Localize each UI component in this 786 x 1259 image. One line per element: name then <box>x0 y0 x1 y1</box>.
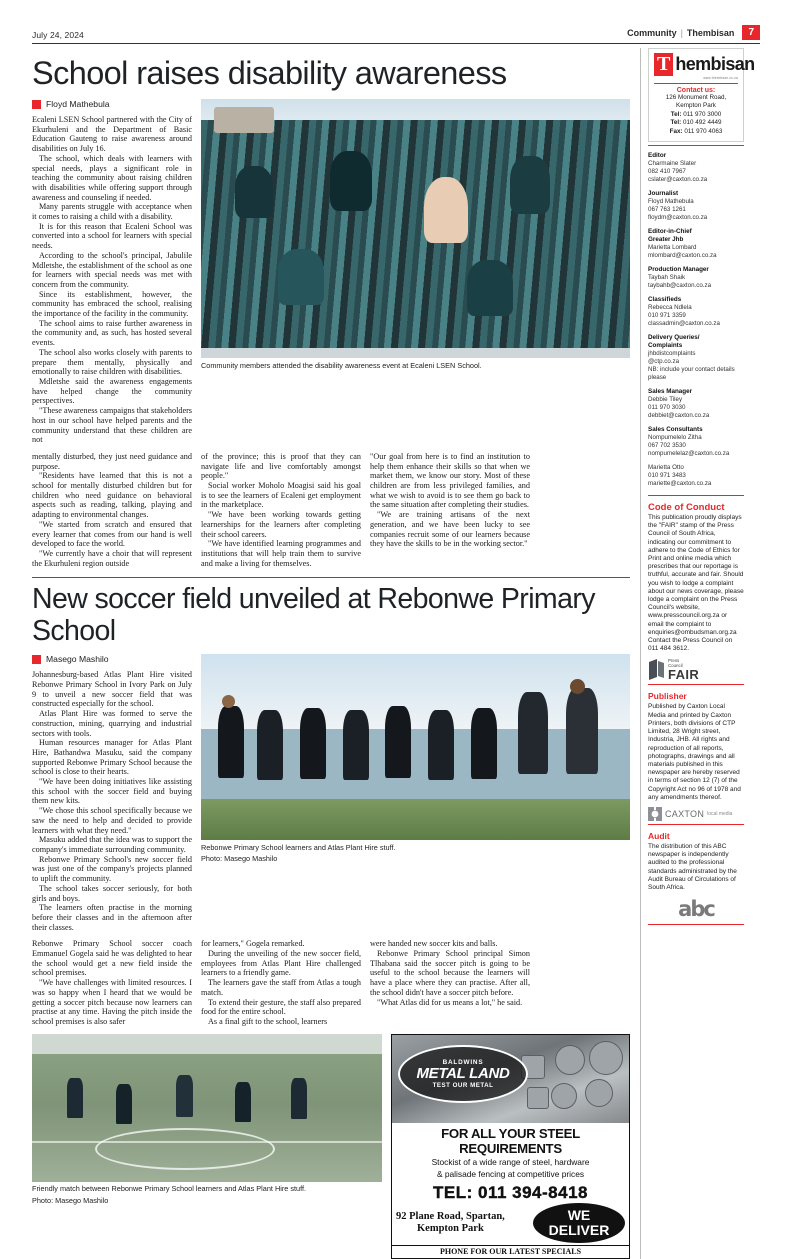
staff-entry-delivery-queries <box>648 334 744 382</box>
press-council-mark-svg <box>648 659 665 680</box>
code-of-conduct-body: This publication proudly displays the "FAIR" stamp of the Press Council of South Africa, indicating our commitment to adhere to the Code of Ethics for Print and online media which prescribes that our reportage is truthful, accurate and fair. Should you wish to lodge a complaint about our news coverage, please lodge a complaint on the Press Council's website, www.presscouncil.org.za or email the complaint to enquiries@ombudsman.org.za Contact the Press Council on 011 484 3612. <box>648 514 744 653</box>
ad-address-line2: Kempton Park <box>417 1222 484 1234</box>
abc-logo <box>648 897 744 921</box>
article2-para: The school takes soccer seriously, for both girls and boys. <box>32 883 192 903</box>
article1-para: "We started from scratch and ensured that every learner that comes from our hand is well developed to face the world. <box>32 519 192 549</box>
logo-rule <box>654 83 738 84</box>
staff-entry-classifieds <box>648 296 744 328</box>
staff-name: Taybah Shaik <box>648 274 686 282</box>
publisher-body: Published by Caxton Local Media and printed by Caxton Printers, both divisions of CTP Limited, 28 Wright street, Industria, JHB. All rights and reproduction of all reports, photographs, drawings and all materials published in this newspaper are hereby reserved in terms of section 12 (7) of the Copyright Act no 96 of 1978 and any amendments thereof. <box>648 703 741 801</box>
staff-role: Production Manager <box>648 266 709 274</box>
article2-lower-columns <box>32 939 630 1026</box>
staff-name: Floyd Mathebula <box>648 198 694 206</box>
article2-para: To extend their gesture, the staff also prepared food for the entire school. <box>201 997 361 1017</box>
contact-fax-value: 011 970 4063 <box>684 127 723 135</box>
staff-role: Journalist <box>648 190 679 198</box>
sidebar-rule-5 <box>648 924 744 925</box>
staff-email[interactable]: classadmin@caxton.co.za <box>648 320 720 328</box>
article2-column-2 <box>32 939 192 1026</box>
staff-email[interactable]: mariette@caxton.co.za <box>648 480 712 488</box>
contact-tel-1 <box>654 111 738 119</box>
staff-email[interactable]: cslater@caxton.co.za <box>648 176 708 184</box>
article2-para: As a final gift to the school, learners <box>208 1016 328 1026</box>
staff-email[interactable]: nompumelelaz@caxton.co.za <box>648 450 730 458</box>
staff-entry-sales-consultants <box>648 426 744 458</box>
article1-para: mentally disturbed, they just need guidance and purpose. <box>32 451 192 471</box>
article2-para: Rebonwe Primary School principal Simon Tlhabana said the soccer pitch is going to be useful to the school because the learners will have a place where they can practise. After all, the school didn't have a soccer pitch before. <box>370 949 530 997</box>
article1-top <box>32 99 630 445</box>
byline-marker-icon <box>32 655 41 664</box>
staff-phone: 010 971 3483 <box>648 472 686 480</box>
ad-phone[interactable]: TEL: 011 394-8418 <box>433 1182 588 1202</box>
article1-para: The school aims to raise further awareness in the community and, as such, has hosted several events. <box>32 318 192 348</box>
sidebar-rule-4 <box>648 824 744 825</box>
sidebar-rule-1 <box>648 145 744 146</box>
section-name: Community <box>627 27 677 38</box>
article1-para: It is for this reason that Ecaleni School was converted into a school for learners with special needs. <box>32 221 192 251</box>
article-divider-rule <box>32 577 630 578</box>
caxton-logo <box>648 807 744 821</box>
ad-delivery-badge <box>533 1203 625 1243</box>
staff-role: Editor <box>648 152 667 160</box>
sidebar-rule-2 <box>648 495 744 496</box>
sidebar-logo-box <box>648 48 755 142</box>
article1-photo-caption: Community members attended the disability awareness event at Ecaleni LSEN School. <box>201 360 482 370</box>
staff-entry-journalist <box>648 190 744 222</box>
article1-para: The school also works closely with parents to prepare them mentally, physically and emotionally to raise children with disabilities. <box>32 347 192 377</box>
section-indicator <box>627 25 760 40</box>
caxton-tagline: local media <box>707 810 733 817</box>
fair-logo-text <box>668 658 699 681</box>
publisher-block <box>648 691 744 801</box>
article2-para: Atlas Plant Hire was formed to serve the construction, mining, quarrying and industrial sectors with tools. <box>32 709 192 738</box>
article1-para: "We have identified learning programmes and institutions that will help train them to survive and make a living for themselves. <box>201 539 361 568</box>
staff-role: Sales Consultants <box>648 426 703 434</box>
sidebar-rule-3 <box>648 684 744 685</box>
staff-entry-sales-manager <box>648 388 744 420</box>
contact-address-1: 126 Monument Road, <box>665 94 727 101</box>
staff-phone: 010 971 3359 <box>648 312 686 320</box>
article2-para: "We chose this school specifically because we saw the need to help and decided to provide learners with what they need." <box>32 806 192 835</box>
article2-author: Masego Mashilo <box>46 654 109 665</box>
staff-phone: 067 702 3530 <box>648 442 686 450</box>
contact-tel-1-value: 011 970 3000 <box>683 110 722 118</box>
article2-para: were handed new soccer kits and balls. <box>370 939 498 949</box>
article1-para: Mdletshe said the awareness engagements have helped change the community perspectives. <box>32 376 192 406</box>
contact-tel-1-label: Tel: <box>670 110 682 118</box>
article1-photo-block <box>201 99 630 445</box>
audit-block <box>648 831 744 921</box>
audit-title: Audit <box>648 830 670 841</box>
article2-para: Rebonwe Primary School soccer coach Emmanuel Gogela said he was delighted to hear the school would get a new field inside the school premises. <box>32 939 192 978</box>
staff-role: Editor-in-Chief <box>648 228 692 236</box>
issue-date: July 24, 2024 <box>32 30 84 40</box>
staff-note: NB: include your contact details please <box>648 366 735 382</box>
staff-email[interactable]: floydm@caxton.co.za <box>648 214 708 222</box>
article2-photo <box>201 654 630 840</box>
article1-para: "We are training artisans of the next generation, and we have been lucky to see companies recruit some of our learners because they have the skills to be in the working sector." <box>370 510 530 549</box>
logo-wordmark: hembisan <box>675 54 755 74</box>
press-council-icon <box>648 659 665 680</box>
bottom-photo-credit: Photo: Masego Mashilo <box>32 1195 109 1205</box>
article1-para: Since its establishment, however, the community has embraced the school, realising the importance of the facility in the community. <box>32 289 192 319</box>
article1-column-3 <box>201 452 361 568</box>
article2-para: for learners," Gogela remarked. <box>201 939 305 949</box>
staff-role: Classifieds <box>648 296 682 304</box>
article2-para: "What Atlas did for us means a lot," he said. <box>377 997 523 1007</box>
advertisement[interactable] <box>391 1034 630 1259</box>
ad-brand-tagline: TEST OUR METAL <box>432 1081 494 1089</box>
article2-byline <box>32 654 192 664</box>
staff-name: jhbdistcomplaints <box>648 350 696 358</box>
ad-address <box>396 1211 505 1235</box>
contact-tel-2 <box>654 119 738 127</box>
masthead-rule <box>32 43 760 44</box>
staff-name: Debbie Tiley <box>648 396 683 404</box>
article1-para: "Residents have learned that this is not a school for mentally disturbed children but for children who need guidance on behavioral aspects such as reading, talking, playing and adapting to environmental changes. <box>32 471 192 520</box>
ad-address-line1: 92 Plane Road, Spartan, <box>396 1210 505 1222</box>
article2-column-3 <box>201 939 361 1026</box>
staff-name: Marietta Otto <box>648 464 684 472</box>
article1-para: The school, which deals with learners with special needs, plays a significant role in teaching the community about raising children with disabilities while offering support through awareness and counseling if needed. <box>32 153 192 202</box>
thembisan-logo <box>654 53 755 76</box>
staff-entry-sales-consultant-2 <box>648 464 744 488</box>
caxton-mark-icon <box>648 807 662 821</box>
staff-phone: 011 970 3030 <box>648 404 686 412</box>
contact-tel-2-value: 010 492 4449 <box>682 119 722 127</box>
staff-entry-production-manager <box>648 266 744 290</box>
article2-photo-credit: Photo: Masego Mashilo <box>201 854 278 864</box>
article1-para: According to the school's principal, Jabulile Mdletshe, the establishment of the school as one for learners with special needs was met with concern from the community. <box>32 250 192 289</box>
article1-headline: School raises disability awareness <box>32 55 507 91</box>
article2-headline: New soccer field unveiled at Rebonwe Primary School <box>32 583 595 648</box>
article2-top <box>32 654 630 932</box>
article1-byline <box>32 99 192 109</box>
logo-initial: T <box>654 53 673 76</box>
article2-para: Masuku added that the idea was to support the company's immediate surrounding community. <box>32 835 192 854</box>
article1-para: "Our goal from here is to find an institution to help them enhance their skills so that when we market them, we know our story. Most of these children are from less privileged families, and what we wish to avoid is to see them go back to the same situation after completing their studies. <box>370 451 530 510</box>
ad-headline: FOR ALL YOUR STEEL REQUIREMENTS <box>392 1123 629 1157</box>
staff-role-line2: Complaints <box>648 342 683 350</box>
byline-marker-icon <box>32 100 41 109</box>
staff-name: Marietta Lombard <box>648 244 697 252</box>
ad-footer: PHONE FOR OUR LATEST SPECIALS <box>392 1245 629 1258</box>
article1-para: Many parents struggle with acceptance when it comes to raising a child with a disability. <box>32 202 192 222</box>
article2-para: During the unveiling of the new soccer field, employees from Atlas Plant Hire challenged learners to a friendly game. <box>201 949 361 978</box>
article1-column-1 <box>32 99 192 445</box>
publisher-title: Publisher <box>648 691 687 702</box>
fair-word: FAIR <box>668 667 700 683</box>
staff-role: Sales Manager <box>648 388 693 396</box>
audit-body: The distribution of this ABC newspaper is independently audited to the professional standards administrated by the Audit Bureau of Circulations of South Africa. <box>648 842 737 891</box>
article1-para: "We have been working towards getting learnerships for the learners after completing their school careers. <box>201 510 361 539</box>
article2-para: Rebonwe Primary School's new soccer field was just one of the company's projects planned to uplift the community. <box>32 854 192 884</box>
fair-stamp-logo <box>648 658 744 681</box>
article2-para: The learners often practise in the morning before their classes and in the afternoon after their classes. <box>32 903 192 932</box>
article2-column-4 <box>370 939 530 1026</box>
press-council-line1: Press <box>668 658 680 664</box>
contact-tel-2-label: Tel: <box>670 119 682 127</box>
article1-column-4 <box>370 452 530 568</box>
article2-para: The learners gave the staff from Atlas a tough match. <box>201 978 361 997</box>
ad-logo <box>398 1045 528 1103</box>
section-divider: | <box>680 27 683 38</box>
staff-name: Nompumelelo Zitha <box>648 434 702 442</box>
staff-phone: 067 763 1261 <box>648 206 686 214</box>
article2-photo-caption: Rebonwe Primary School learners and Atlas Plant Hire stuff. <box>201 842 396 852</box>
staff-name: Charmaine Slater <box>648 160 697 168</box>
article1-para: Ecaleni LSEN School partnered with the City of Ekurhuleni and the Department of Basic Education Gauteng to raise awareness around disabilities on July 16. <box>32 115 192 154</box>
staff-entry-editor <box>648 152 744 184</box>
code-of-conduct-block <box>648 502 744 653</box>
ad-hero-image <box>392 1035 629 1123</box>
article2-para: "We have been doing initiatives like assisting this school with the soccer field and buying them new kits. <box>32 777 192 806</box>
caxton-wordmark: CAXTON <box>665 808 705 819</box>
staff-email[interactable]: mlombard@caxton.co.za <box>648 252 717 260</box>
ad-brand-top: BALDWINS <box>442 1058 484 1066</box>
ad-badge-line1: WE <box>567 1206 591 1223</box>
article1-para: of the province; this is proof that they can navigate life and live comfortably amongst people." <box>201 451 361 481</box>
article2-para: "We have challenges with limited resources. I was so happy when I heard that we would be getting a soccer pitch because now learners can practise at any time. Having the pitch inside the school premises is also safer <box>32 978 192 1026</box>
contact-fax <box>654 128 738 136</box>
staff-role: Delivery Queries/ <box>648 334 700 342</box>
publication-name: Thembisan <box>686 27 735 38</box>
article2-column-1 <box>32 654 192 932</box>
article1-lower-columns <box>32 452 630 568</box>
staff-email[interactable]: debbiet@caxton.co.za <box>648 412 710 420</box>
staff-email[interactable]: @ctp.co.za <box>648 358 680 366</box>
contact-address-2: Kempton Park <box>676 102 716 110</box>
article1-para: "We currently have a choir that will represent the Ekurhuleni region outside <box>32 548 192 568</box>
article1-column-2 <box>32 452 192 568</box>
bottom-photo-block <box>32 1034 382 1259</box>
staff-email[interactable]: taybahb@caxton.co.za <box>648 282 712 290</box>
ad-badge-line2: DELIVER <box>548 1221 610 1238</box>
ad-brand-main: METAL LAND <box>416 1064 510 1082</box>
abc-wordmark: abc <box>678 897 714 922</box>
article1-photo <box>201 99 630 358</box>
article1-para: "These awareness campaigns that stakeholders host in our school have helped parents and the community understand that these children are not <box>32 406 192 445</box>
code-of-conduct-title: Code of Conduct <box>648 502 725 514</box>
staff-entry-editor-in-chief <box>648 228 744 260</box>
article2-photo-block <box>201 654 630 932</box>
publication-sidebar <box>640 48 755 1259</box>
bottom-photo <box>32 1034 382 1182</box>
article1-para: Social worker Moholo Moagisi said his goal is to see the learners of Ecaleni get employment in the marketplace. <box>201 481 361 510</box>
article2-para: Johannesburg-based Atlas Plant Hire visited Rebonwe Primary School in Ivory Park on July 9 to unveil a new soccer field that was constructed especially for the school. <box>32 670 192 709</box>
ad-subline-1: Stockist of a wide range of steel, hardware <box>431 1156 590 1167</box>
staff-name: Rebecca Ndlela <box>648 304 692 312</box>
bottom-row <box>32 1034 630 1259</box>
staff-phone: 082 410 7967 <box>648 168 686 176</box>
press-council-line2: Council <box>668 663 683 669</box>
contact-fax-label: Fax: <box>669 127 683 135</box>
ad-address-row <box>392 1203 629 1245</box>
ad-subline-2: & palisade fencing at competitive prices <box>436 1169 585 1180</box>
logo-url: www.thembisan.co.za <box>703 76 738 80</box>
masthead-bar <box>32 22 760 40</box>
article2-para: Human resources manager for Atlas Plant Hire, Bathandwa Masuku, said the company supported Rebonwe Primary School because the school is close to their hearts. <box>32 738 192 777</box>
contact-title: Contact us: <box>676 87 716 94</box>
staff-role-region: Greater Jhb <box>648 236 684 244</box>
page-number-badge: 7 <box>742 25 760 40</box>
article1-author: Floyd Mathebula <box>46 99 110 109</box>
bottom-photo-caption: Friendly match between Rebonwe Primary School learners and Atlas Plant Hire stuff. <box>32 1184 307 1194</box>
main-content <box>32 48 630 1259</box>
